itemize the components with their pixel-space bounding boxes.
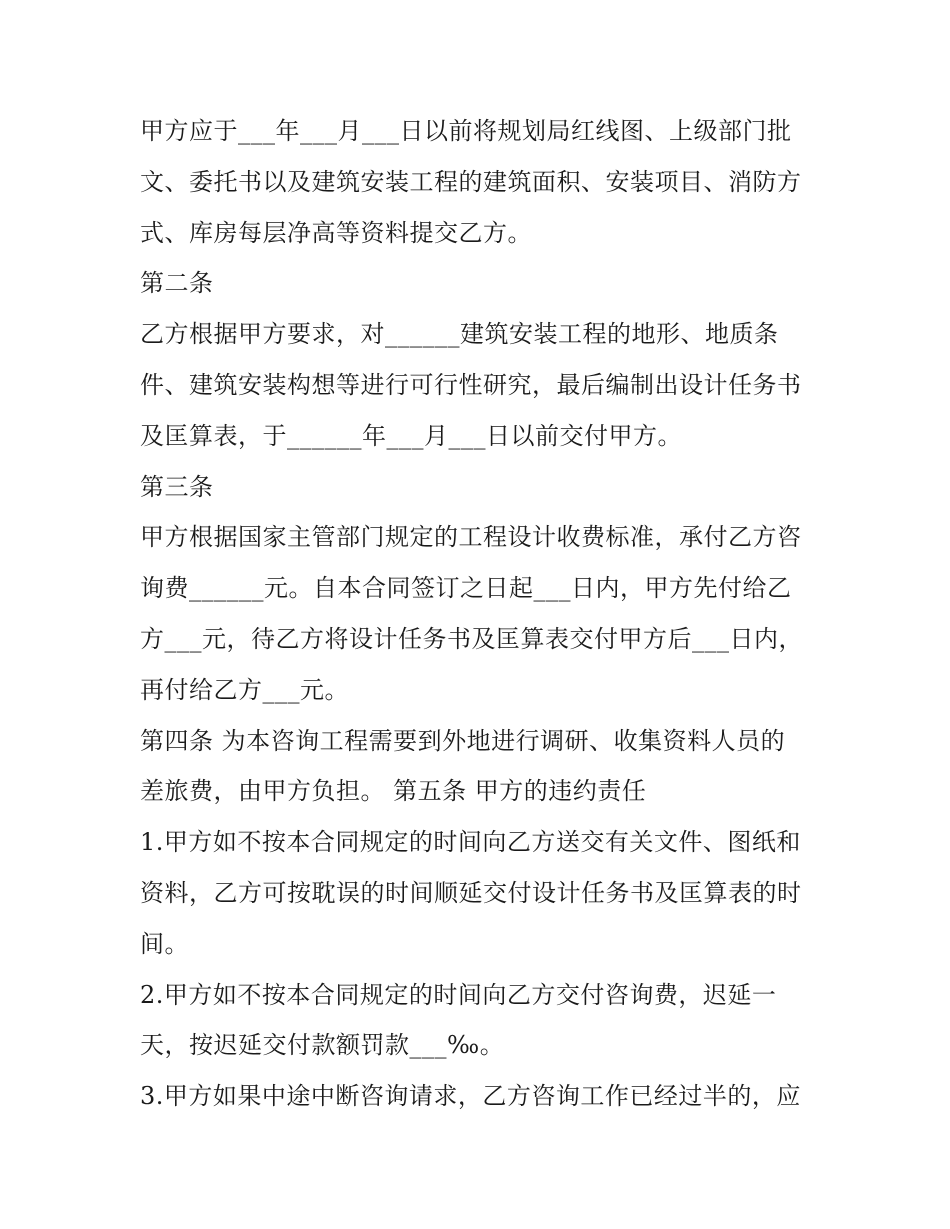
text-line: 甲方根据国家主管部门规定的工程设计收费标准，承付乙方咨 [140, 523, 802, 552]
text-line: 文、委托书以及建筑安装工程的建筑面积、安装项目、消防方 [140, 167, 802, 196]
text-line: 资料，乙方可按耽误的时间顺延交付设计任务书及匡算表的时 [140, 878, 802, 907]
text-line: 甲方应于___年___月___日以前将规划局红线图、上级部门批 [140, 117, 792, 145]
text-line: 1.甲方如不按本合同规定的时间向乙方送交有关文件、图纸和 [140, 828, 801, 857]
text-line: 乙方根据甲方要求，对______建筑安装工程的地形、地质条 [140, 320, 779, 349]
text-line: 及匡算表，于______年___月___日以前交付甲方。 [140, 421, 682, 450]
text-line: 差旅费，由甲方负担。 第五条 甲方的违约责任 [140, 777, 647, 806]
text-line: 第四条 为本咨询工程需要到外地进行调研、收集资料人员的 [140, 726, 786, 755]
text-line: 件、建筑安装构想等进行可行性研究，最后编制出设计任务书 [140, 370, 802, 399]
text-line: 再付给乙方___元。 [140, 675, 349, 704]
text-line: 询费______元。自本合同签订之日起___日内，甲方先付给乙 [140, 574, 792, 603]
text-line: 3.甲方如果中途中断咨询请求，乙方咨询工作已经过半的，应 [140, 1082, 801, 1111]
section-heading: 第三条 [140, 472, 214, 501]
text-line: 天，按迟延交付款额罚款___‰。 [140, 1031, 505, 1060]
text-line: 方___元，待乙方将设计任务书及匡算表交付甲方后___日内， [140, 624, 803, 653]
text-line: 2.甲方如不按本合同规定的时间向乙方交付咨询费，迟延一 [140, 980, 777, 1009]
text-line: 间。 [140, 929, 189, 958]
section-heading: 第二条 [140, 269, 214, 298]
document-page [140, 106, 830, 1122]
text-line: 式、库房每层净高等资料提交乙方。 [140, 218, 532, 247]
